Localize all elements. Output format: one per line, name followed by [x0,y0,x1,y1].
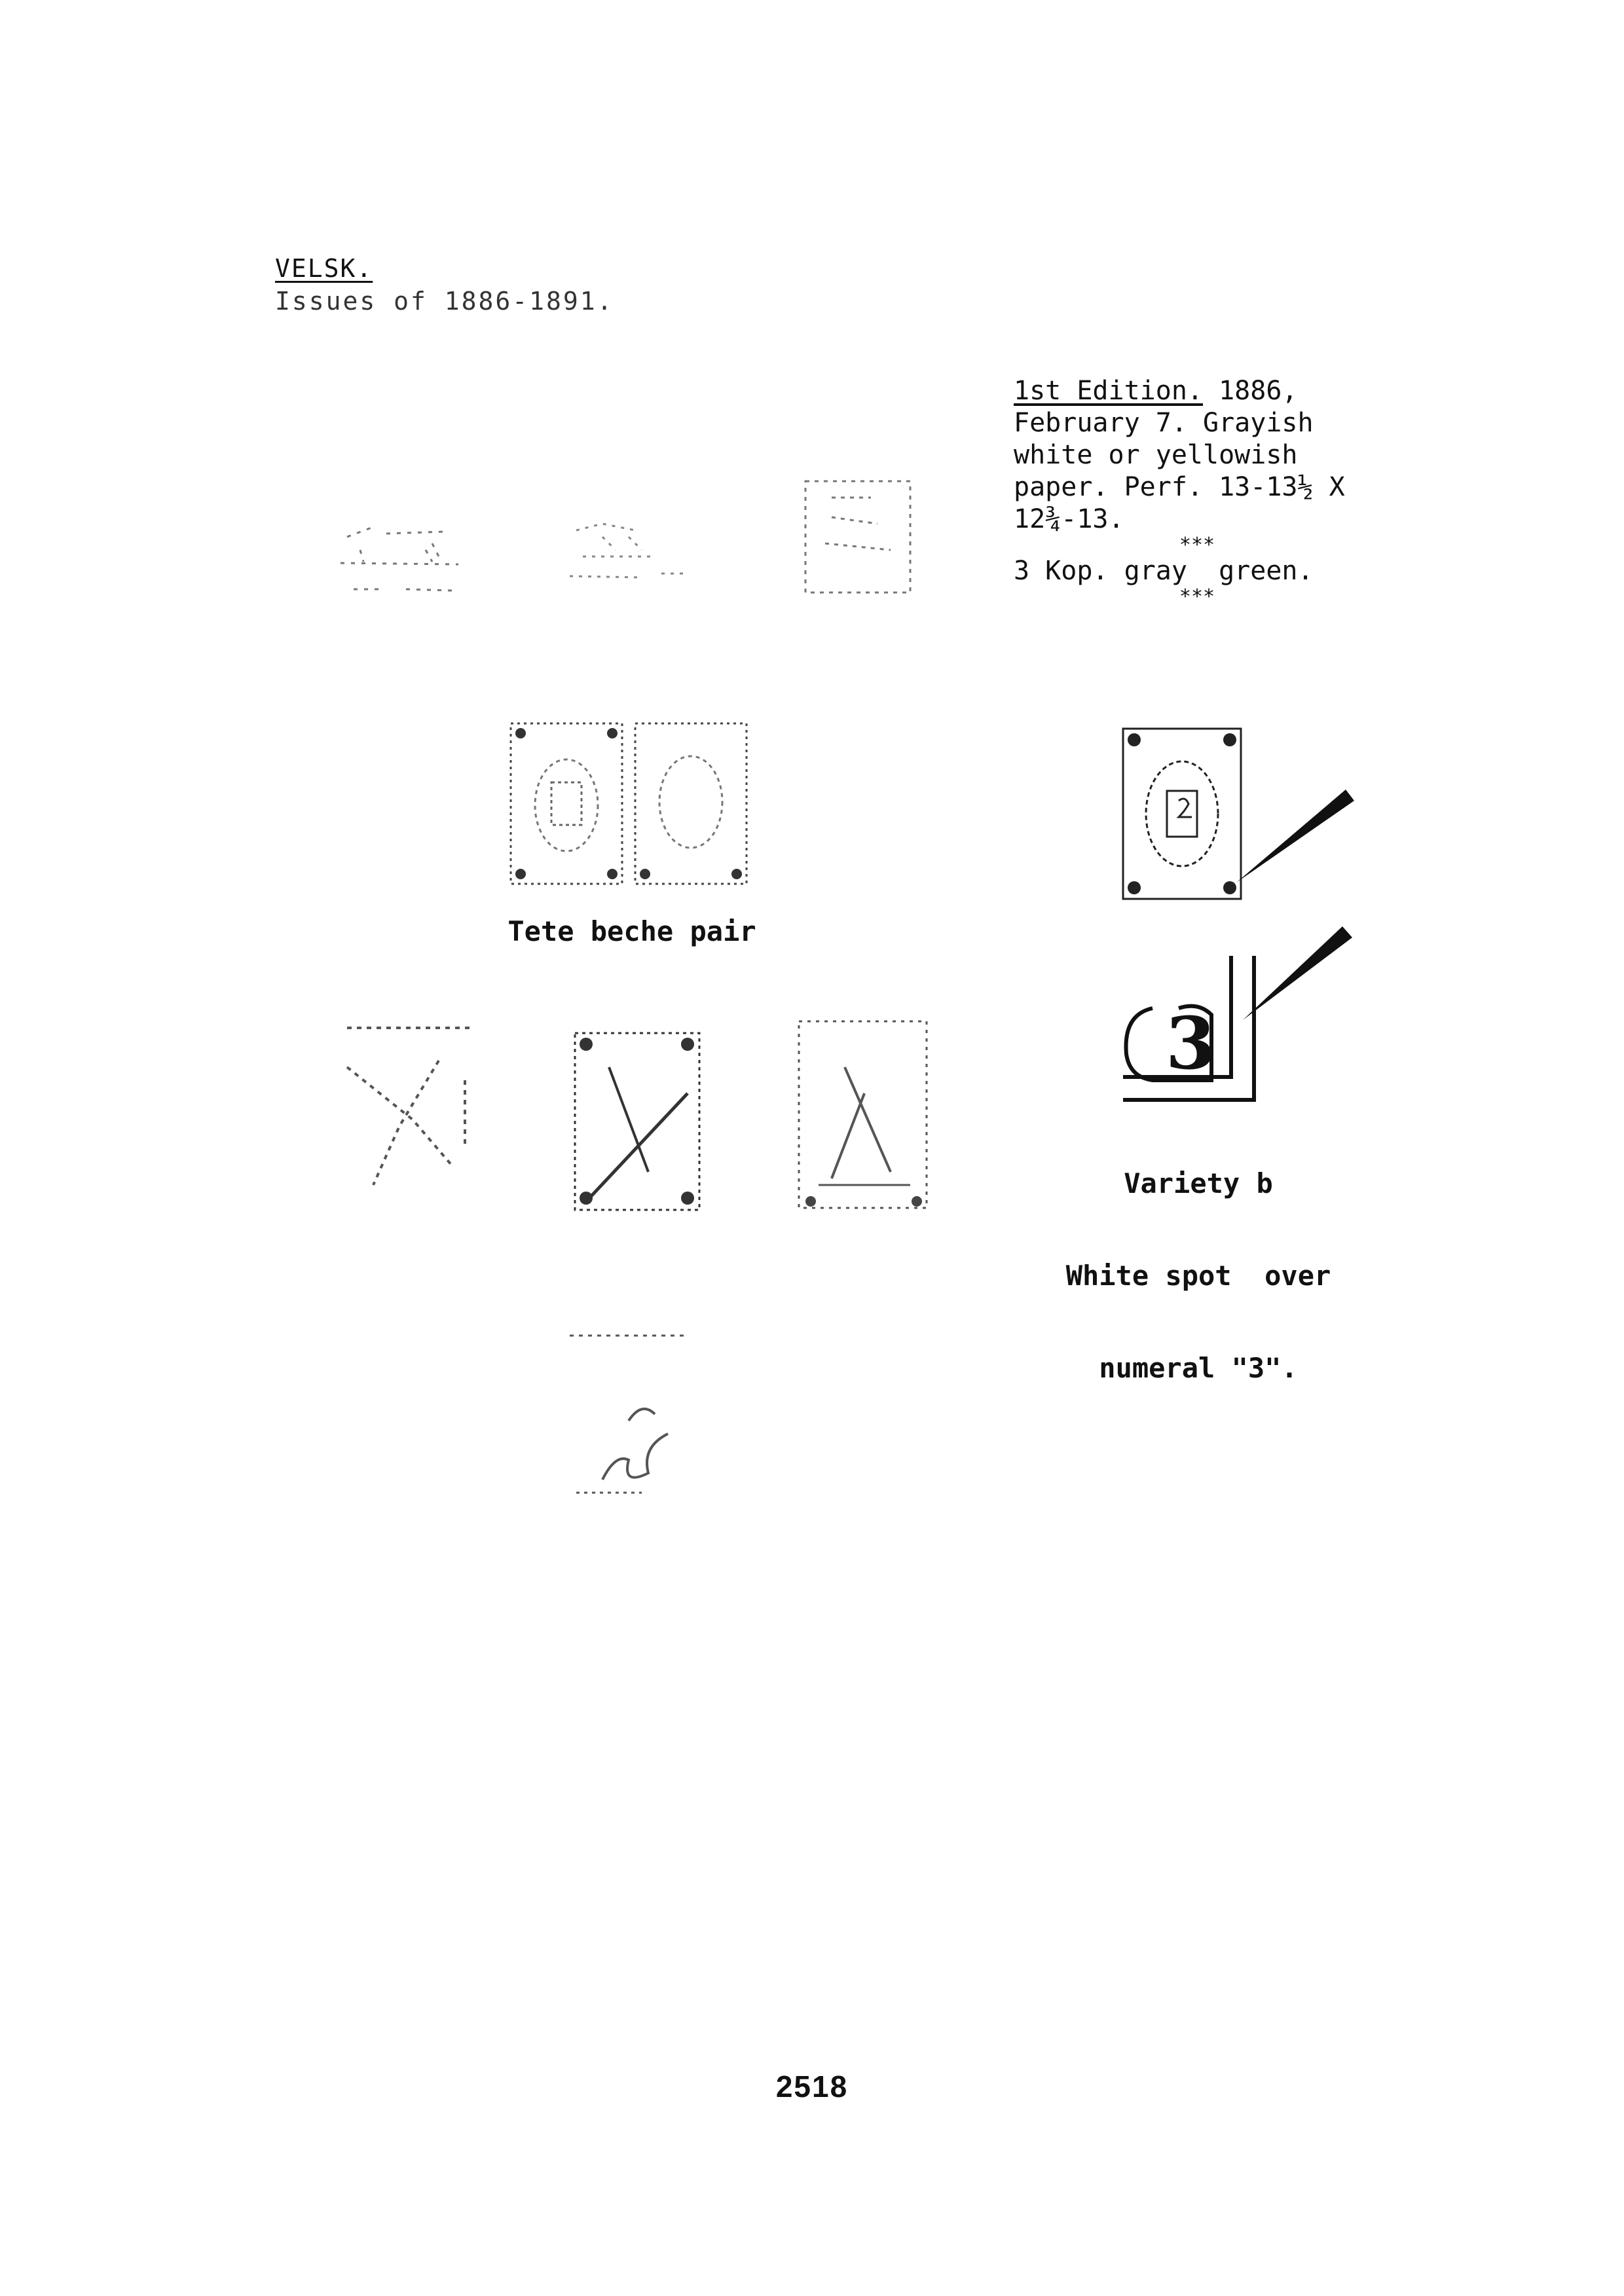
separator-stars-top: *** [1179,534,1215,556]
page-number: 2518 [775,2069,849,2104]
variety-stamp-image [1120,725,1356,909]
enlarged-numeral-detail [1120,923,1356,1106]
pointer-arrow-1 [1236,790,1354,883]
variety-caption-line1: Variety b [1124,1167,1273,1199]
heading-subtitle: Issues of 1886-1891. [275,287,614,316]
edition-text: 1886, February 7. Grayish white or yellowish paper. Perf. 13-13½ X 12¾-13. [1014,376,1345,534]
cancelled-stamp-image-1 [334,1015,485,1224]
manuscript-cancelled-stamp-image [563,1322,707,1519]
pointer-arrow-2 [1243,926,1352,1020]
cancelled-stamp-image-2 [570,1028,707,1218]
faint-stamp-image-1 [334,393,465,596]
separator-stars-bottom: *** [1179,585,1215,608]
faint-stamp-image-3 [792,471,923,602]
page-heading [275,254,373,283]
variety-caption [1008,1106,1388,1414]
edition-description [1014,375,1380,607]
heading-title: VELSK. [275,254,373,283]
edition-label: 1st Edition. [1014,376,1203,406]
enlarged-numeral-text: 3 [1166,1001,1216,1085]
tete-beche-caption: Tete beche pair [507,915,756,947]
cancelled-stamp-image-3 [792,1015,936,1218]
variety-caption-line3: numeral "3". [1099,1352,1298,1384]
faint-stamp-image-2 [563,458,701,596]
stamp-value: 3 Kop. gray green. [1014,556,1314,586]
tete-beche-pair-image [504,720,766,890]
variety-caption-line2: White spot over [1065,1260,1331,1292]
